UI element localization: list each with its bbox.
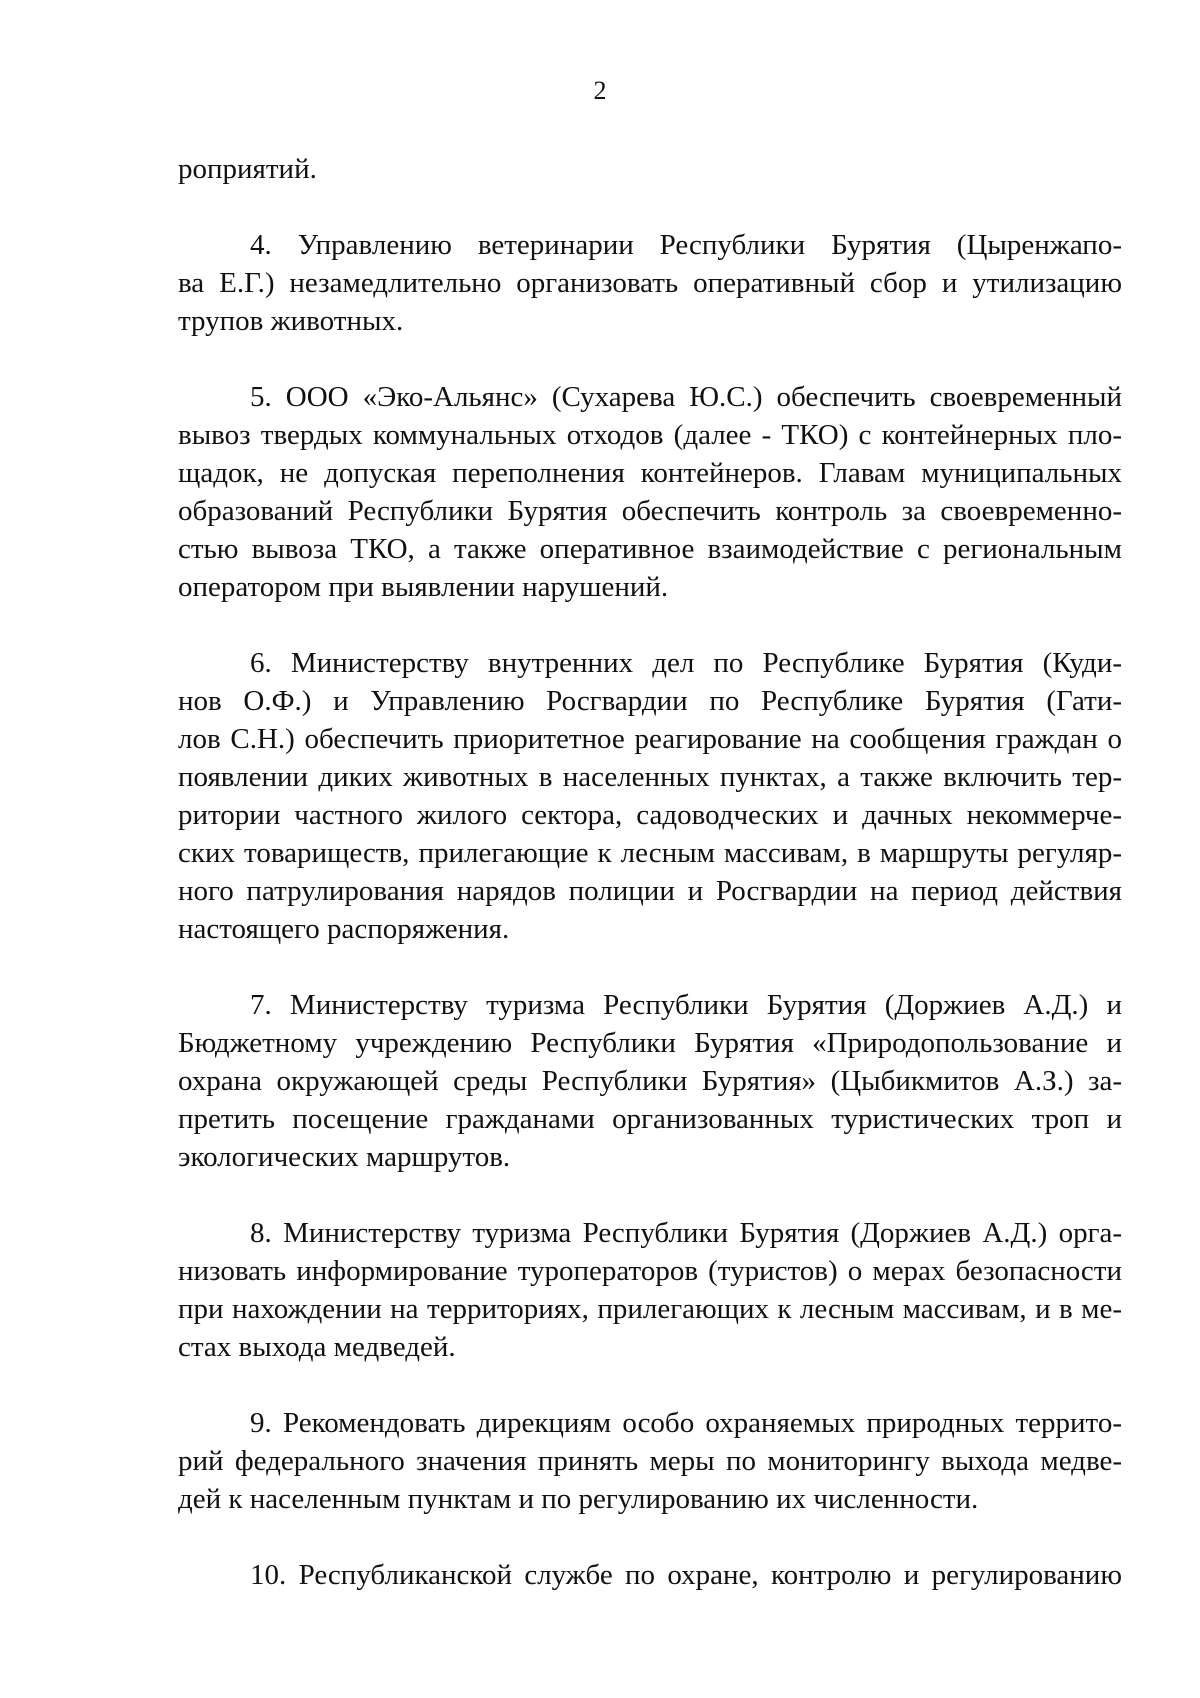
paragraph-line: 9. Рекомендовать дирекциям особо охраняемых природных террито- [250,1407,1122,1439]
paragraph-line: роприятий. [178,153,317,185]
paragraph-line: 8. Министерству туризма Республики Бурятия (Доржиев А.Д.) орга- [250,1217,1122,1249]
paragraph-line: ва Е.Г.) незамедлительно организовать оперативный сбор и утилизацию [178,267,1122,299]
paragraph-line: настоящего распоряжения. [178,913,510,945]
paragraph-line: 7. Министерству туризма Республики Бурятия (Доржиев А.Д.) и [250,989,1122,1021]
paragraph-line: ских товариществ, прилегающие к лесным массивам, в маршруты регуляр- [178,837,1122,869]
paragraph-p10 [178,1556,1122,1594]
paragraph-line: щадок, не допуская переполнения контейнеров. Главам муниципальных [178,457,1122,489]
paragraph-line: 6. Министерству внутренних дел по Республике Бурятия (Куди- [250,647,1122,679]
page-number: 2 [593,76,607,105]
paragraph-line: оператором при выявлении нарушений. [178,571,669,603]
paragraph-p7 [178,986,1122,1176]
paragraph-line: лов С.Н.) обеспечить приоритетное реагирование на сообщения граждан о [178,723,1122,755]
paragraph-line: Бюджетному учреждению Республики Бурятия «Природопользование и [178,1027,1122,1059]
paragraph-line: ритории частного жилого сектора, садоводческих и дачных некоммерче- [178,799,1122,831]
document-body [178,150,1122,1632]
paragraph-p5 [178,378,1122,606]
paragraph-line: 4. Управлению ветеринарии Республики Бурятия (Цыренжапо- [250,229,1122,261]
paragraph-line: дей к населенным пунктам и по регулированию их численности. [178,1483,979,1515]
paragraph-line: охрана окружающей среды Республики Бурятия» (Цыбикмитов А.З.) за- [178,1065,1122,1097]
paragraph-p4 [178,226,1122,340]
paragraph-p8 [178,1214,1122,1366]
paragraph-line: претить посещение гражданами организованных туристических троп и [178,1103,1122,1135]
paragraph-p6 [178,644,1122,948]
paragraph-line: низовать информирование туроператоров (туристов) о мерах безопасности [178,1255,1122,1287]
paragraph-cont [178,150,1122,188]
paragraph-p9 [178,1404,1122,1518]
paragraph-line: 5. ООО «Эко-Альянс» (Сухарева Ю.С.) обеспечить своевременный [250,381,1122,413]
paragraph-line: образований Республики Бурятия обеспечить контроль за своевременно- [178,495,1122,527]
paragraph-line: стах выхода медведей. [178,1331,456,1363]
paragraph-line: 10. Республиканской службе по охране, контролю и регулированию [250,1559,1122,1591]
paragraph-line: вывоз твердых коммунальных отходов (далее - ТКО) с контейнерных пло- [178,419,1122,451]
paragraph-line: экологических маршрутов. [178,1141,511,1173]
paragraph-line: появлении диких животных в населенных пунктах, а также включить тер- [178,761,1122,793]
paragraph-line: ного патрулирования нарядов полиции и Росгвардии на период действия [178,875,1122,907]
paragraph-line: трупов животных. [178,305,404,337]
paragraph-line: нов О.Ф.) и Управлению Росгвардии по Республике Бурятия (Гати- [178,685,1122,717]
paragraph-line: при нахождении на территориях, прилегающих к лесным массивам, и в ме- [178,1293,1122,1325]
paragraph-line: рий федерального значения принять меры по мониторингу выхода медве- [178,1445,1122,1477]
paragraph-line: стью вывоза ТКО, а также оперативное взаимодействие с региональным [178,533,1122,565]
